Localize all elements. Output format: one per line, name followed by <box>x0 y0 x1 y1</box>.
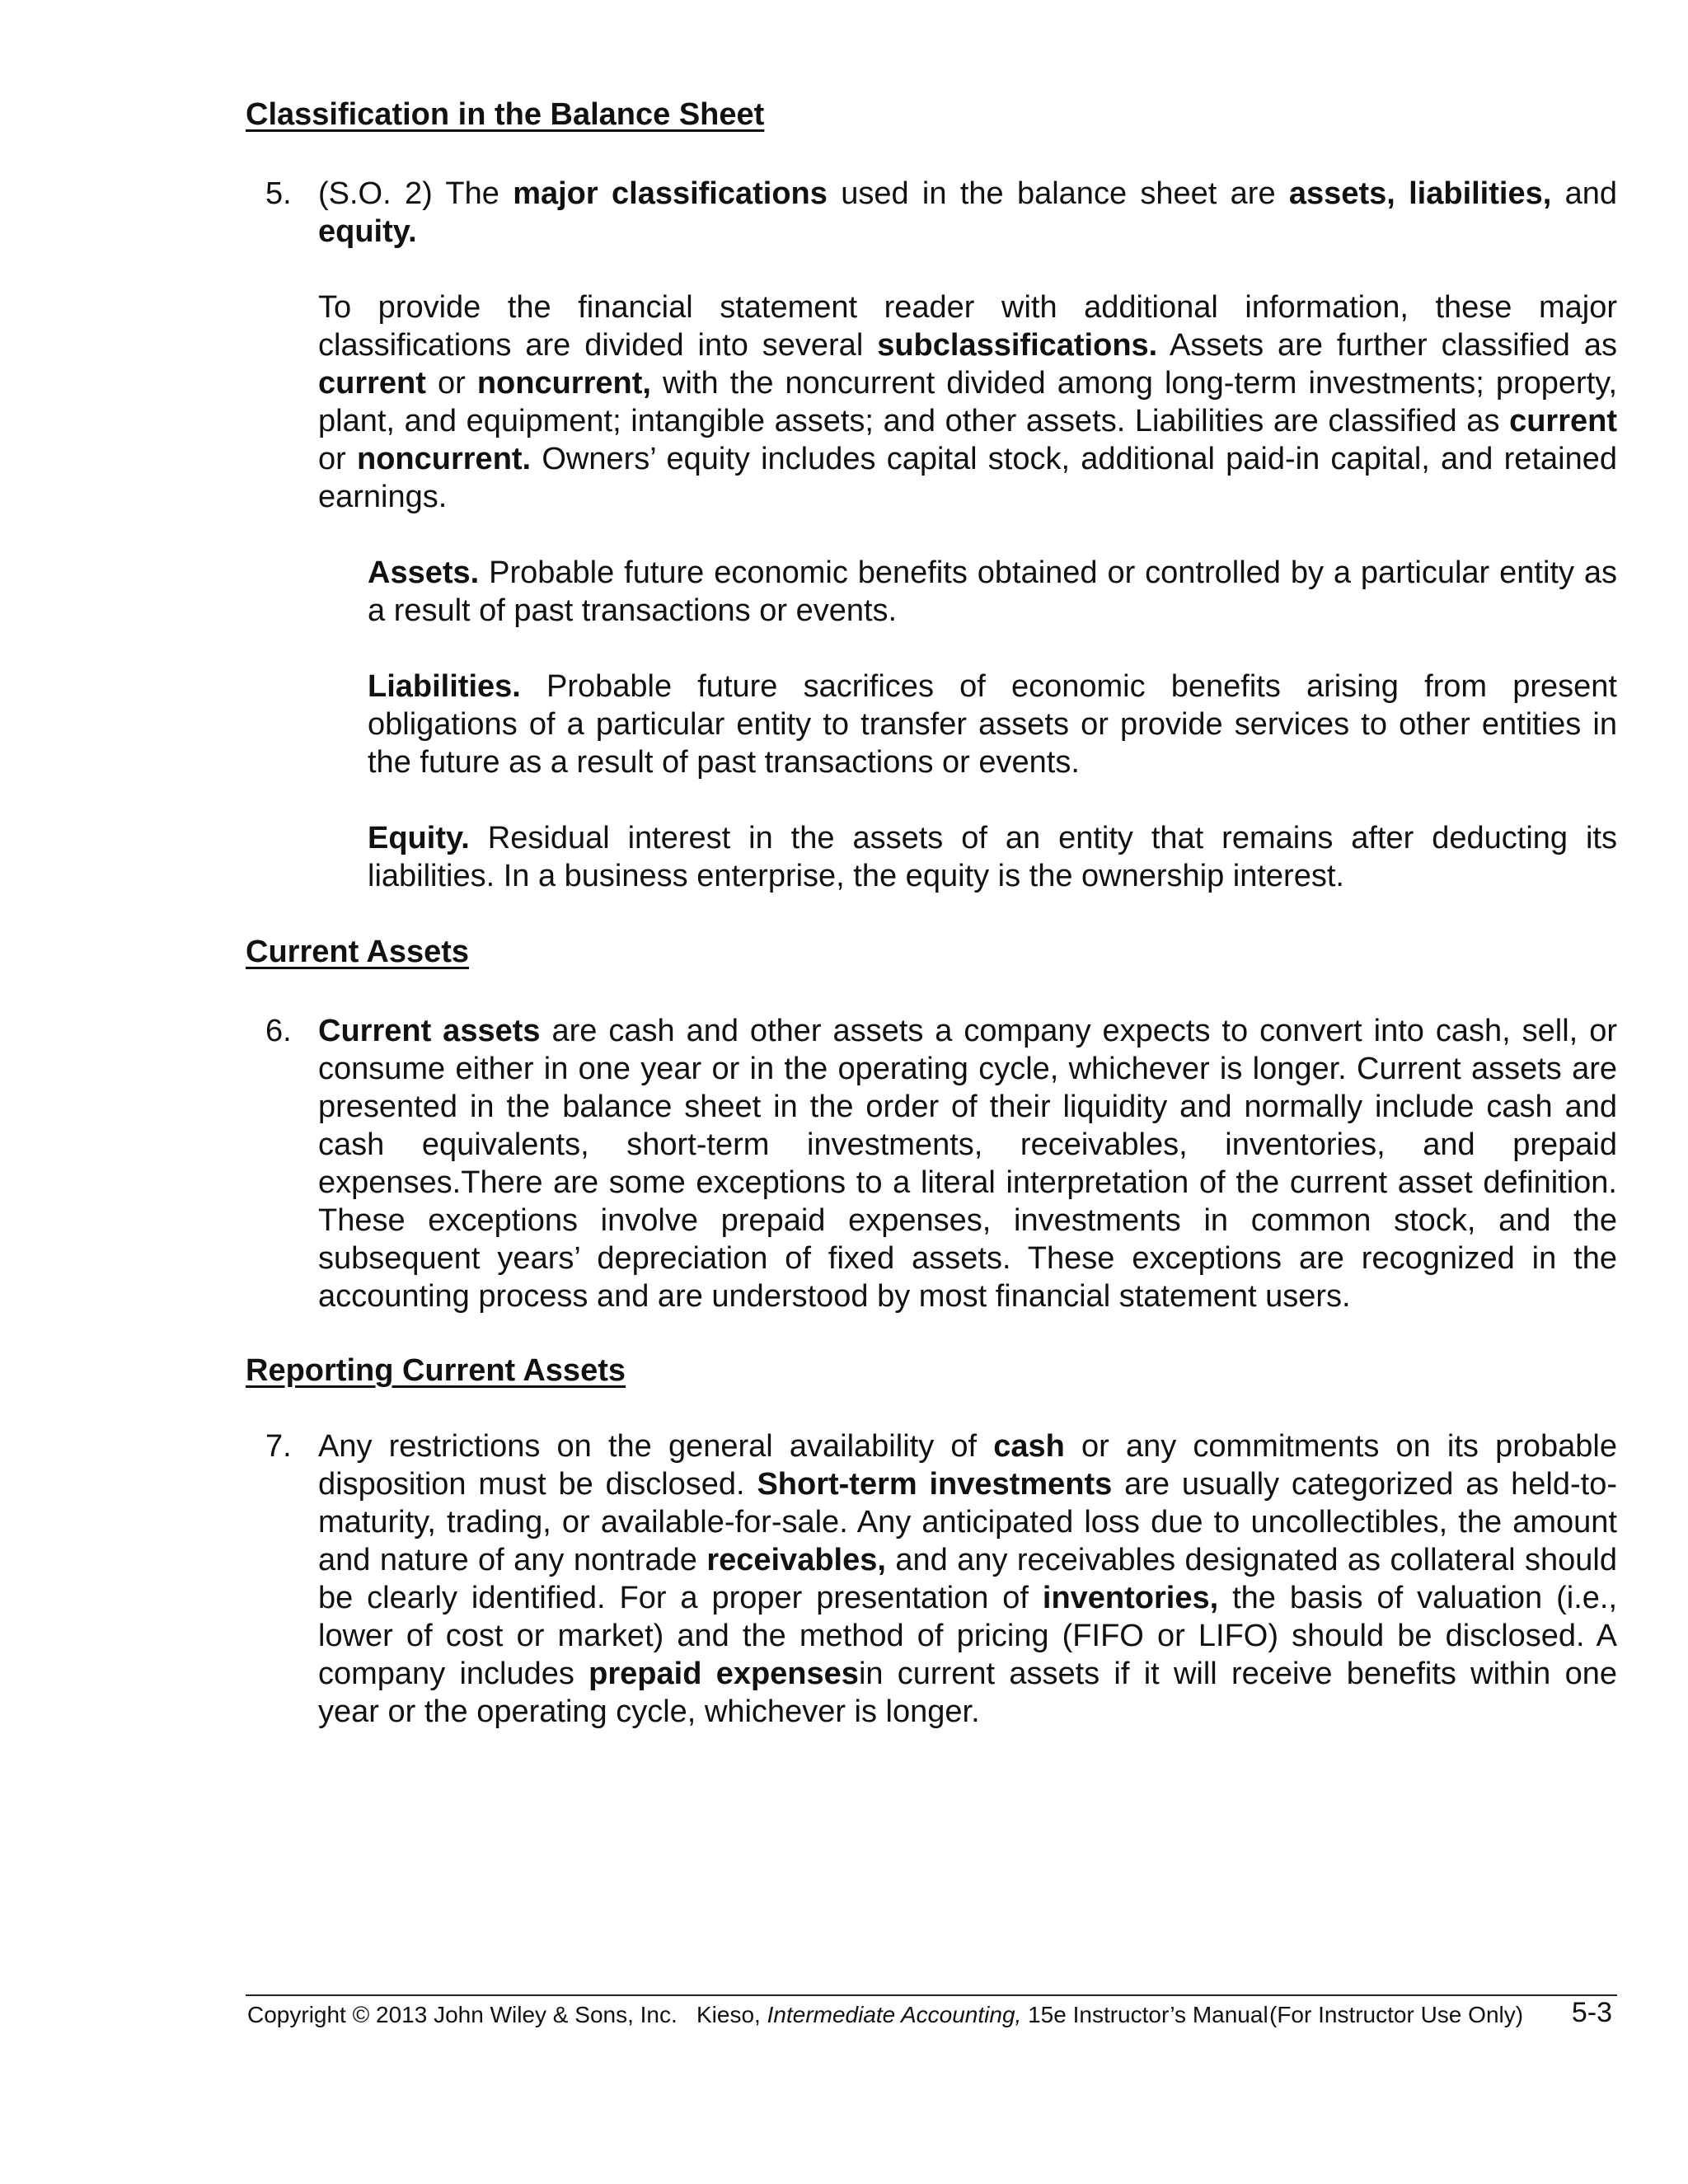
bold-term: Current assets <box>318 1014 541 1048</box>
definition-text: Probable future sacrifices of economic benefits arising from present obligations of a particular entity to transfer assets or provide services to other entities in the future as a result of past transactions or events. <box>368 669 1617 780</box>
definition-term: Liabilities. <box>368 669 521 704</box>
footer-author: Kieso, <box>696 2002 767 2027</box>
text-run: To provide the financial statement reader with additional information, these major classifications are divided into several <box>318 290 1617 363</box>
item-number-5: 5. <box>265 176 292 211</box>
bold-term: major classifications <box>513 176 828 211</box>
item-number-6: 6. <box>265 1014 292 1048</box>
text-run: in current assets if it will receive benefits within one year or the operating cycle, whichever is longer. <box>318 1657 1617 1729</box>
bold-term: assets, liabilities, <box>1288 176 1552 211</box>
bold-term: cash <box>993 1429 1065 1464</box>
footer-book-title: Intermediate Accounting, <box>767 2002 1022 2027</box>
footer-divider <box>246 1994 1617 1996</box>
text-run: are cash and other assets a company expects to convert into cash, sell, or consume either in one year or in the operating cycle, whichever is longer. Current assets are presented in the balance sheet in the order of their liquidity and normally include cash and cash equivalents, short-term investments, receivables, inventories, and prepaid expenses.There are some exceptions to a literal interpretation of the current asset definition. These exceptions involve prepaid expenses, investments in common stock, and the subsequent years’ depreciation of fixed assets. These exceptions are recognized in the accounting process and are understood by most financial statement users. <box>318 1014 1617 1314</box>
definition-text: Probable future economic benefits obtained or controlled by a particular entity as a result of past transactions or events. <box>368 555 1617 628</box>
item5-subclassification-paragraph <box>318 288 1617 516</box>
bold-term: equity. <box>318 214 417 249</box>
section-heading-classification: Classification in the Balance Sheet <box>246 97 765 132</box>
item5-intro-paragraph <box>318 175 1617 251</box>
text-run: and any receivables designated as collateral should be clearly identified. For a proper presentation of <box>318 1543 1617 1615</box>
text-run: Assets are further classified as <box>1157 328 1617 363</box>
definition-term: Equity. <box>368 821 470 855</box>
text-run: and <box>1551 176 1617 211</box>
page-number: 5-3 <box>1571 1997 1612 2028</box>
bold-term: inventories, <box>1042 1581 1219 1615</box>
text-run: Owners’ equity includes capital stock, additional paid-in capital, and retained earnings. <box>318 442 1617 514</box>
text-run: the basis of valuation (i.e., lower of cost or market) and the method of pricing (FIFO or LIFO) should be disclosed. A company includes <box>318 1581 1618 1691</box>
text-run: or <box>425 366 477 401</box>
text-run: or <box>318 442 357 476</box>
bold-term: receivables, <box>706 1543 886 1577</box>
bold-term: current <box>318 366 426 401</box>
bold-term: noncurrent. <box>357 442 532 476</box>
item7-paragraph <box>318 1427 1617 1731</box>
text-run: (S.O. 2) The <box>318 176 513 211</box>
definition-liabilities <box>368 668 1617 781</box>
definition-equity <box>368 819 1617 895</box>
bold-term: prepaid expenses <box>588 1657 859 1691</box>
bold-term: subclassifications. <box>877 328 1158 363</box>
bold-term: current <box>1509 404 1617 438</box>
text-run: with the noncurrent divided among long-term investments; property, plant, and equipment; intangible assets; and other assets. Liabilities are classified as <box>318 366 1617 438</box>
section-heading-current-assets: Current Assets <box>246 935 470 969</box>
text-run: or any commitments on its probable disposition must be disclosed. <box>318 1429 1617 1502</box>
footer-book-credit <box>696 2000 1268 2030</box>
item-number-7: 7. <box>265 1429 292 1464</box>
text-run: used in the balance sheet are <box>827 176 1289 211</box>
section-heading-reporting-current-assets: Reporting Current Assets <box>246 1353 626 1388</box>
footer-edition: 15e Instructor’s Manual <box>1021 2002 1268 2027</box>
text-run: Any restrictions on the general availability of <box>318 1429 994 1464</box>
definition-assets <box>368 554 1617 630</box>
definition-term: Assets. <box>368 555 480 590</box>
item6-paragraph <box>318 1012 1617 1315</box>
footer-restriction: (For Instructor Use Only) <box>1269 2002 1524 2027</box>
footer-copyright: Copyright © 2013 John Wiley & Sons, Inc. <box>247 2002 678 2027</box>
bold-term: Short-term investments <box>757 1467 1113 1502</box>
definition-text: Residual interest in the assets of an entity that remains after deducting its liabilities. In a business enterprise, the equity is the ownership interest. <box>368 821 1617 893</box>
bold-term: noncurrent, <box>476 366 651 401</box>
text-run: are usually categorized as held-to-maturity, trading, or available-for-sale. Any anticipated loss due to uncollectibles, the amount and nature of any nontrade <box>318 1467 1618 1577</box>
